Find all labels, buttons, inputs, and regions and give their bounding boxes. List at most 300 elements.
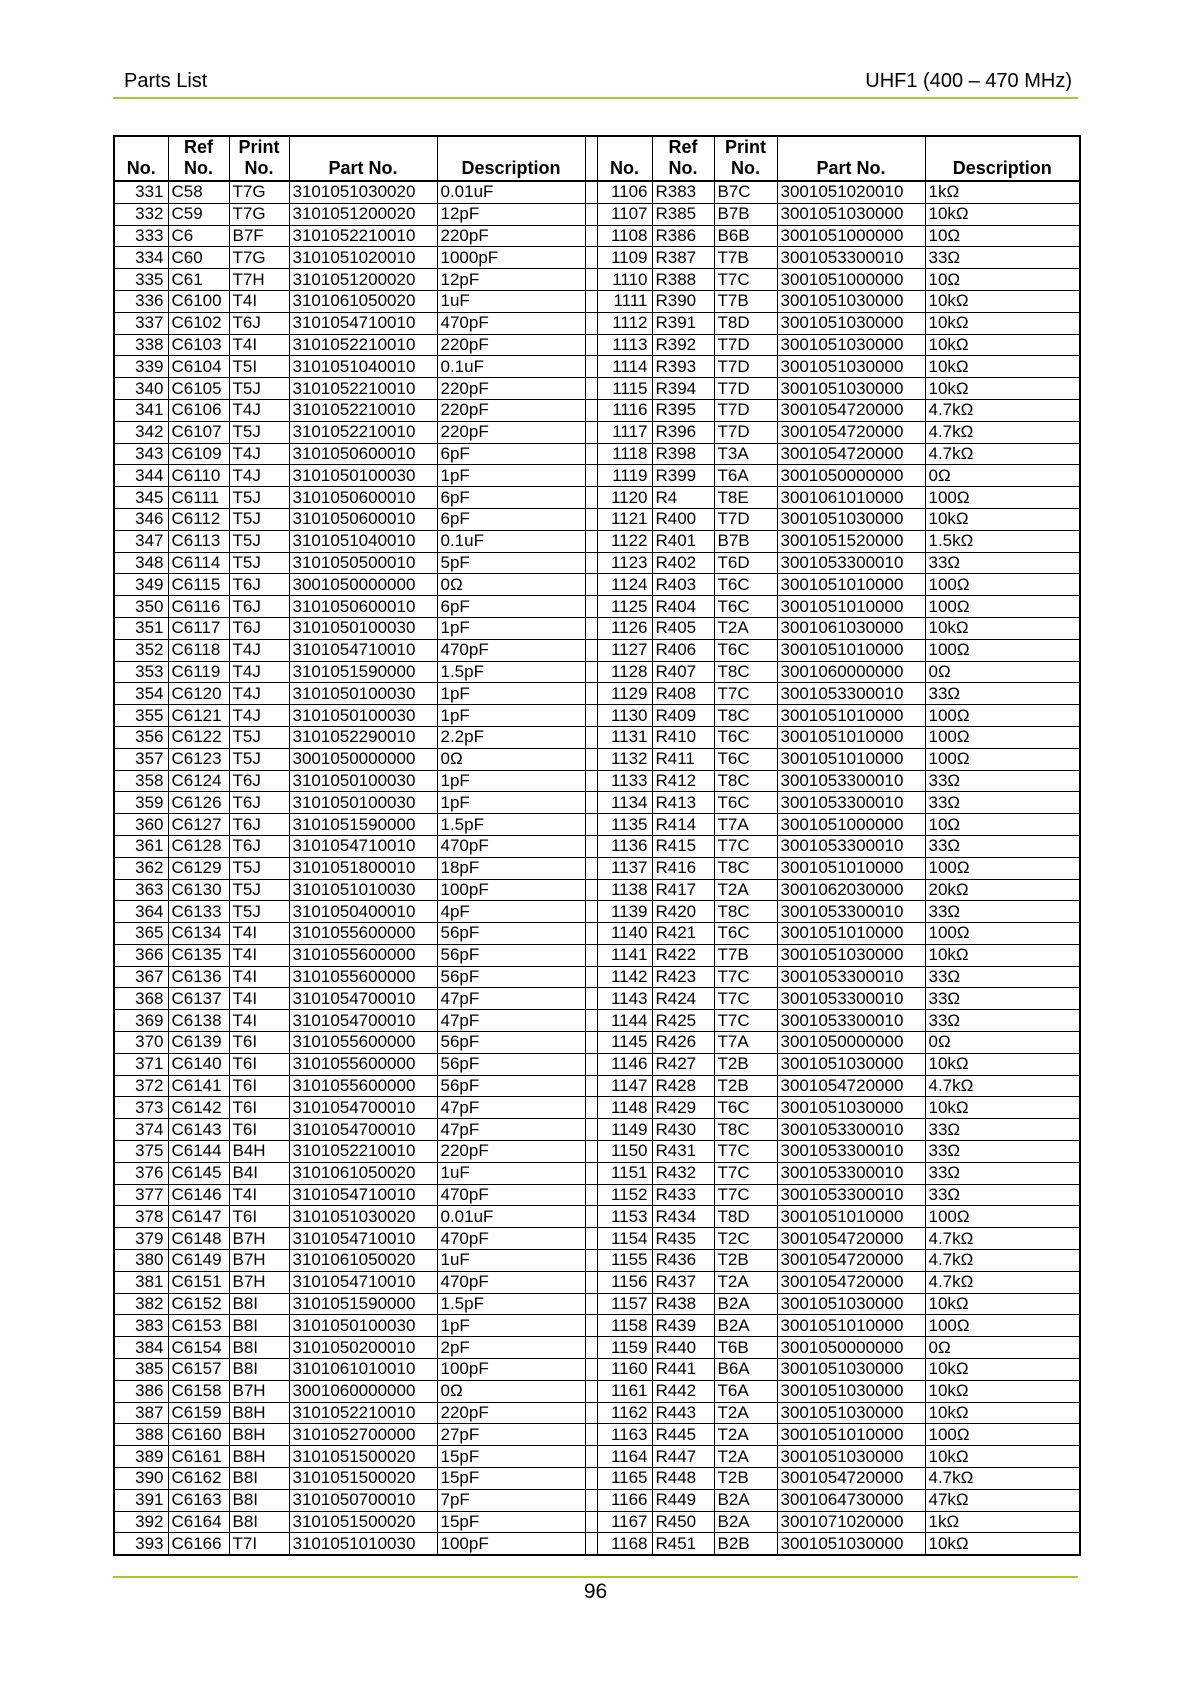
table-row [114, 1402, 1080, 1424]
cell-no: 364 [114, 901, 168, 923]
cell-ref-no: R429 [652, 1097, 714, 1119]
cell-ref-no: R422 [652, 944, 714, 966]
cell-ref-no: R430 [652, 1119, 714, 1141]
column-divider [585, 1446, 597, 1468]
column-divider [585, 1162, 597, 1184]
cell-description: 1uF [437, 1250, 585, 1272]
cell-no: 366 [114, 944, 168, 966]
cell-print-no: T6J [229, 596, 289, 618]
cell-description: 470pF [437, 1271, 585, 1293]
cell-part-no: 3001051010000 [777, 1315, 925, 1337]
table-row [114, 1162, 1080, 1184]
cell-description: 47pF [437, 1010, 585, 1032]
cell-description: 10kΩ [925, 378, 1080, 400]
cell-description: 10kΩ [925, 1359, 1080, 1381]
page-number: 96 [583, 1580, 608, 1603]
cell-ref-no: R428 [652, 1075, 714, 1097]
cell-ref-no: R410 [652, 726, 714, 748]
cell-description: 470pF [437, 1184, 585, 1206]
table-row [114, 1075, 1080, 1097]
cell-ref-no: R407 [652, 661, 714, 683]
cell-ref-no: R416 [652, 857, 714, 879]
cell-ref-no: R445 [652, 1424, 714, 1446]
cell-description: 27pF [437, 1424, 585, 1446]
cell-ref-no: R395 [652, 399, 714, 421]
cell-part-no: 3101061050020 [289, 290, 437, 312]
cell-part-no: 3001051020010 [777, 181, 925, 203]
cell-no: 1116 [597, 399, 652, 421]
cell-description: 10kΩ [925, 312, 1080, 334]
cell-description: 6pF [437, 596, 585, 618]
cell-print-no: T4I [229, 1184, 289, 1206]
cell-part-no: 3001051010000 [777, 857, 925, 879]
cell-ref-no: C6157 [168, 1359, 229, 1381]
cell-print-no: T6A [714, 465, 777, 487]
cell-part-no: 3101050700010 [289, 1489, 437, 1511]
cell-print-no: T2C [714, 1228, 777, 1250]
cell-no: 1159 [597, 1337, 652, 1359]
cell-part-no: 3101050600010 [289, 596, 437, 618]
cell-description: 10kΩ [925, 1097, 1080, 1119]
cell-no: 1139 [597, 901, 652, 923]
cell-description: 10kΩ [925, 1380, 1080, 1402]
cell-part-no: 3001053300010 [777, 1162, 925, 1184]
cell-ref-no: C6148 [168, 1228, 229, 1250]
cell-description: 100pF [437, 1533, 585, 1555]
cell-part-no: 3101052210010 [289, 378, 437, 400]
column-divider [585, 1511, 597, 1533]
table-row [114, 1250, 1080, 1272]
cell-print-no: T6J [229, 312, 289, 334]
cell-print-no: B7H [229, 1380, 289, 1402]
cell-print-no: B4I [229, 1162, 289, 1184]
column-divider [585, 770, 597, 792]
cell-ref-no: C6133 [168, 901, 229, 923]
cell-print-no: T6I [229, 1075, 289, 1097]
cell-description: 4.7kΩ [925, 399, 1080, 421]
cell-ref-no: C6153 [168, 1315, 229, 1337]
cell-no: 1152 [597, 1184, 652, 1206]
cell-ref-no: C6104 [168, 356, 229, 378]
cell-description: 10kΩ [925, 1053, 1080, 1075]
cell-part-no: 3001051030000 [777, 508, 925, 530]
column-divider [585, 705, 597, 727]
column-divider [585, 726, 597, 748]
cell-no: 386 [114, 1380, 168, 1402]
col-header-desc-right: Description [925, 136, 1080, 181]
cell-part-no: 3101054700010 [289, 1097, 437, 1119]
column-divider [585, 312, 597, 334]
cell-print-no: T4J [229, 683, 289, 705]
cell-part-no: 3101052210010 [289, 399, 437, 421]
cell-ref-no: C6112 [168, 508, 229, 530]
cell-print-no: T6C [714, 596, 777, 618]
cell-description: 0Ω [925, 465, 1080, 487]
column-divider [585, 290, 597, 312]
cell-no: 1147 [597, 1075, 652, 1097]
cell-no: 376 [114, 1162, 168, 1184]
cell-description: 0.1uF [437, 356, 585, 378]
cell-print-no: T6J [229, 792, 289, 814]
cell-description: 33Ω [925, 247, 1080, 269]
cell-ref-no: C58 [168, 181, 229, 203]
cell-no: 1168 [597, 1533, 652, 1555]
cell-description: 7pF [437, 1489, 585, 1511]
cell-ref-no: C6117 [168, 617, 229, 639]
cell-description: 10kΩ [925, 944, 1080, 966]
cell-description: 6pF [437, 487, 585, 509]
cell-print-no: T4I [229, 334, 289, 356]
cell-print-no: B2A [714, 1293, 777, 1315]
cell-ref-no: C6105 [168, 378, 229, 400]
cell-ref-no: C6107 [168, 421, 229, 443]
table-row [114, 269, 1080, 291]
table-row [114, 1468, 1080, 1490]
cell-description: 10kΩ [925, 1533, 1080, 1555]
cell-no: 1153 [597, 1206, 652, 1228]
cell-description: 33Ω [925, 552, 1080, 574]
cell-description: 4.7kΩ [925, 1228, 1080, 1250]
cell-description: 100Ω [925, 923, 1080, 945]
cell-ref-no: R439 [652, 1315, 714, 1337]
cell-description: 10kΩ [925, 334, 1080, 356]
cell-ref-no: R427 [652, 1053, 714, 1075]
cell-no: 1110 [597, 269, 652, 291]
cell-no: 362 [114, 857, 168, 879]
cell-ref-no: C6149 [168, 1250, 229, 1272]
cell-part-no: 3001051030000 [777, 1293, 925, 1315]
cell-ref-no: R440 [652, 1337, 714, 1359]
table-row [114, 1337, 1080, 1359]
cell-print-no: T4I [229, 1010, 289, 1032]
cell-description: 10Ω [925, 269, 1080, 291]
cell-description: 220pF [437, 1402, 585, 1424]
cell-description: 220pF [437, 421, 585, 443]
cell-no: 333 [114, 225, 168, 247]
cell-description: 100Ω [925, 857, 1080, 879]
cell-part-no: 3101055600000 [289, 923, 437, 945]
cell-no: 360 [114, 814, 168, 836]
cell-description: 15pF [437, 1468, 585, 1490]
cell-print-no: T7C [714, 1141, 777, 1163]
cell-part-no: 3001050000000 [777, 1032, 925, 1054]
cell-no: 375 [114, 1141, 168, 1163]
cell-ref-no: C6111 [168, 487, 229, 509]
cell-part-no: 3101055600000 [289, 1075, 437, 1097]
column-divider [585, 421, 597, 443]
cell-ref-no: R394 [652, 378, 714, 400]
cell-no: 374 [114, 1119, 168, 1141]
cell-no: 1130 [597, 705, 652, 727]
cell-part-no: 3101054710010 [289, 639, 437, 661]
column-divider [585, 617, 597, 639]
cell-description: 1pF [437, 683, 585, 705]
column-divider [585, 857, 597, 879]
cell-ref-no: C6151 [168, 1271, 229, 1293]
table-row [114, 988, 1080, 1010]
cell-ref-no: R436 [652, 1250, 714, 1272]
cell-no: 1128 [597, 661, 652, 683]
cell-part-no: 3001053300010 [777, 966, 925, 988]
cell-print-no: T7I [229, 1533, 289, 1555]
cell-print-no: T8D [714, 312, 777, 334]
cell-part-no: 3001060000000 [289, 1380, 437, 1402]
cell-part-no: 3001051000000 [777, 269, 925, 291]
cell-ref-no: C6143 [168, 1119, 229, 1141]
cell-no: 336 [114, 290, 168, 312]
table-row [114, 770, 1080, 792]
cell-print-no: T7D [714, 421, 777, 443]
cell-part-no: 3101054710010 [289, 835, 437, 857]
cell-ref-no: C6160 [168, 1424, 229, 1446]
column-divider [585, 639, 597, 661]
cell-ref-no: R388 [652, 269, 714, 291]
cell-description: 4.7kΩ [925, 421, 1080, 443]
cell-part-no: 3101050100030 [289, 792, 437, 814]
cell-no: 361 [114, 835, 168, 857]
cell-part-no: 3001051010000 [777, 574, 925, 596]
table-row [114, 1184, 1080, 1206]
cell-no: 1132 [597, 748, 652, 770]
cell-description: 12pF [437, 203, 585, 225]
cell-description: 220pF [437, 399, 585, 421]
cell-ref-no: R409 [652, 705, 714, 727]
cell-part-no: 3001051010000 [777, 639, 925, 661]
cell-ref-no: C6136 [168, 966, 229, 988]
cell-no: 1166 [597, 1489, 652, 1511]
cell-no: 1142 [597, 966, 652, 988]
cell-ref-no: C59 [168, 203, 229, 225]
cell-part-no: 3001062030000 [777, 879, 925, 901]
cell-no: 1156 [597, 1271, 652, 1293]
cell-no: 393 [114, 1533, 168, 1555]
cell-ref-no: R405 [652, 617, 714, 639]
cell-description: 10Ω [925, 225, 1080, 247]
cell-description: 33Ω [925, 1162, 1080, 1184]
cell-ref-no: R450 [652, 1511, 714, 1533]
cell-no: 1157 [597, 1293, 652, 1315]
cell-part-no: 3101055600000 [289, 966, 437, 988]
cell-description: 1pF [437, 1315, 585, 1337]
cell-no: 332 [114, 203, 168, 225]
cell-ref-no: R413 [652, 792, 714, 814]
cell-ref-no: R383 [652, 181, 714, 203]
cell-print-no: T7D [714, 334, 777, 356]
cell-print-no: T7D [714, 356, 777, 378]
cell-print-no: T2B [714, 1053, 777, 1075]
cell-part-no: 3101050400010 [289, 901, 437, 923]
cell-description: 56pF [437, 944, 585, 966]
cell-description: 56pF [437, 966, 585, 988]
cell-ref-no: C6147 [168, 1206, 229, 1228]
cell-description: 0.01uF [437, 1206, 585, 1228]
cell-part-no: 3101051590000 [289, 1293, 437, 1315]
cell-description: 56pF [437, 1032, 585, 1054]
column-divider [585, 1119, 597, 1141]
cell-part-no: 3101051040010 [289, 356, 437, 378]
cell-ref-no: C6120 [168, 683, 229, 705]
cell-ref-no: R385 [652, 203, 714, 225]
cell-no: 1112 [597, 312, 652, 334]
header-rule [113, 97, 1078, 99]
cell-print-no: T4J [229, 465, 289, 487]
cell-no: 1148 [597, 1097, 652, 1119]
col-header-desc: Description [437, 136, 585, 181]
cell-description: 1uF [437, 1162, 585, 1184]
cell-no: 1115 [597, 378, 652, 400]
cell-description: 33Ω [925, 1141, 1080, 1163]
table-row [114, 1228, 1080, 1250]
cell-description: 100pF [437, 879, 585, 901]
cell-print-no: T8C [714, 705, 777, 727]
cell-description: 100Ω [925, 1315, 1080, 1337]
cell-part-no: 3101055600000 [289, 1053, 437, 1075]
cell-ref-no: C6113 [168, 530, 229, 552]
cell-part-no: 3101052290010 [289, 726, 437, 748]
cell-part-no: 3001051010000 [777, 1424, 925, 1446]
table-row [114, 748, 1080, 770]
column-divider [585, 399, 597, 421]
table-row [114, 1511, 1080, 1533]
cell-ref-no: C6100 [168, 290, 229, 312]
cell-description: 33Ω [925, 901, 1080, 923]
column-divider [585, 1010, 597, 1032]
cell-print-no: B7B [714, 203, 777, 225]
cell-ref-no: R386 [652, 225, 714, 247]
cell-description: 220pF [437, 334, 585, 356]
cell-no: 1123 [597, 552, 652, 574]
cell-description: 100Ω [925, 1424, 1080, 1446]
cell-part-no: 3001054720000 [777, 443, 925, 465]
cell-description: 18pF [437, 857, 585, 879]
cell-part-no: 3001064730000 [777, 1489, 925, 1511]
cell-ref-no: R426 [652, 1032, 714, 1054]
cell-print-no: T8C [714, 901, 777, 923]
cell-no: 1141 [597, 944, 652, 966]
cell-part-no: 3001053300010 [777, 683, 925, 705]
cell-print-no: B8H [229, 1402, 289, 1424]
cell-print-no: T6D [714, 552, 777, 574]
column-divider [585, 247, 597, 269]
cell-no: 1122 [597, 530, 652, 552]
cell-no: 1108 [597, 225, 652, 247]
cell-ref-no: R432 [652, 1162, 714, 1184]
cell-ref-no: R423 [652, 966, 714, 988]
cell-part-no: 3101050100030 [289, 1315, 437, 1337]
column-divider [585, 596, 597, 618]
cell-no: 334 [114, 247, 168, 269]
cell-no: 339 [114, 356, 168, 378]
cell-ref-no: R415 [652, 835, 714, 857]
cell-print-no: T7A [714, 814, 777, 836]
cell-part-no: 3101052210010 [289, 1141, 437, 1163]
cell-print-no: T6C [714, 792, 777, 814]
cell-description: 0Ω [925, 661, 1080, 683]
cell-part-no: 3001051030000 [777, 1446, 925, 1468]
table-row [114, 792, 1080, 814]
cell-part-no: 3001051010000 [777, 748, 925, 770]
cell-no: 1133 [597, 770, 652, 792]
column-divider [585, 136, 597, 181]
cell-no: 335 [114, 269, 168, 291]
cell-part-no: 3001050000000 [289, 748, 437, 770]
cell-description: 100Ω [925, 748, 1080, 770]
cell-no: 1154 [597, 1228, 652, 1250]
cell-print-no: T5J [229, 487, 289, 509]
column-divider [585, 203, 597, 225]
cell-no: 354 [114, 683, 168, 705]
cell-print-no: T7A [714, 1032, 777, 1054]
column-divider [585, 1032, 597, 1054]
cell-print-no: T5J [229, 726, 289, 748]
cell-description: 6pF [437, 508, 585, 530]
table-row [114, 1489, 1080, 1511]
cell-part-no: 3101054700010 [289, 1010, 437, 1032]
cell-ref-no: C6145 [168, 1162, 229, 1184]
cell-print-no: T7H [229, 269, 289, 291]
cell-ref-no: R441 [652, 1359, 714, 1381]
cell-ref-no: R420 [652, 901, 714, 923]
cell-no: 370 [114, 1032, 168, 1054]
cell-description: 1pF [437, 465, 585, 487]
cell-description: 100Ω [925, 705, 1080, 727]
cell-part-no: 3001053300010 [777, 1184, 925, 1206]
table-row [114, 835, 1080, 857]
cell-part-no: 3101051590000 [289, 661, 437, 683]
cell-description: 1kΩ [925, 181, 1080, 203]
cell-description: 15pF [437, 1446, 585, 1468]
cell-part-no: 3001053300010 [777, 247, 925, 269]
cell-print-no: T6C [714, 574, 777, 596]
table-row [114, 487, 1080, 509]
cell-ref-no: C6130 [168, 879, 229, 901]
cell-no: 1125 [597, 596, 652, 618]
cell-no: 1129 [597, 683, 652, 705]
cell-ref-no: C6144 [168, 1141, 229, 1163]
cell-no: 378 [114, 1206, 168, 1228]
cell-description: 47pF [437, 1119, 585, 1141]
cell-part-no: 3001051000000 [777, 225, 925, 247]
cell-print-no: T2A [714, 879, 777, 901]
cell-description: 20kΩ [925, 879, 1080, 901]
cell-ref-no: R438 [652, 1293, 714, 1315]
cell-no: 1137 [597, 857, 652, 879]
cell-ref-no: R404 [652, 596, 714, 618]
cell-description: 100Ω [925, 487, 1080, 509]
cell-no: 1106 [597, 181, 652, 203]
cell-no: 373 [114, 1097, 168, 1119]
column-divider [585, 835, 597, 857]
cell-ref-no: C6124 [168, 770, 229, 792]
cell-ref-no: C6103 [168, 334, 229, 356]
column-divider [585, 1141, 597, 1163]
cell-print-no: T3A [714, 443, 777, 465]
cell-description: 47kΩ [925, 1489, 1080, 1511]
cell-print-no: T6J [229, 814, 289, 836]
column-divider [585, 181, 597, 203]
table-row [114, 596, 1080, 618]
cell-ref-no: R391 [652, 312, 714, 334]
cell-part-no: 3101052700000 [289, 1424, 437, 1446]
cell-no: 1117 [597, 421, 652, 443]
cell-part-no: 3001061010000 [777, 487, 925, 509]
cell-part-no: 3101054710010 [289, 312, 437, 334]
column-divider [585, 465, 597, 487]
column-divider [585, 792, 597, 814]
cell-no: 358 [114, 770, 168, 792]
cell-ref-no: C6116 [168, 596, 229, 618]
table-row [114, 923, 1080, 945]
